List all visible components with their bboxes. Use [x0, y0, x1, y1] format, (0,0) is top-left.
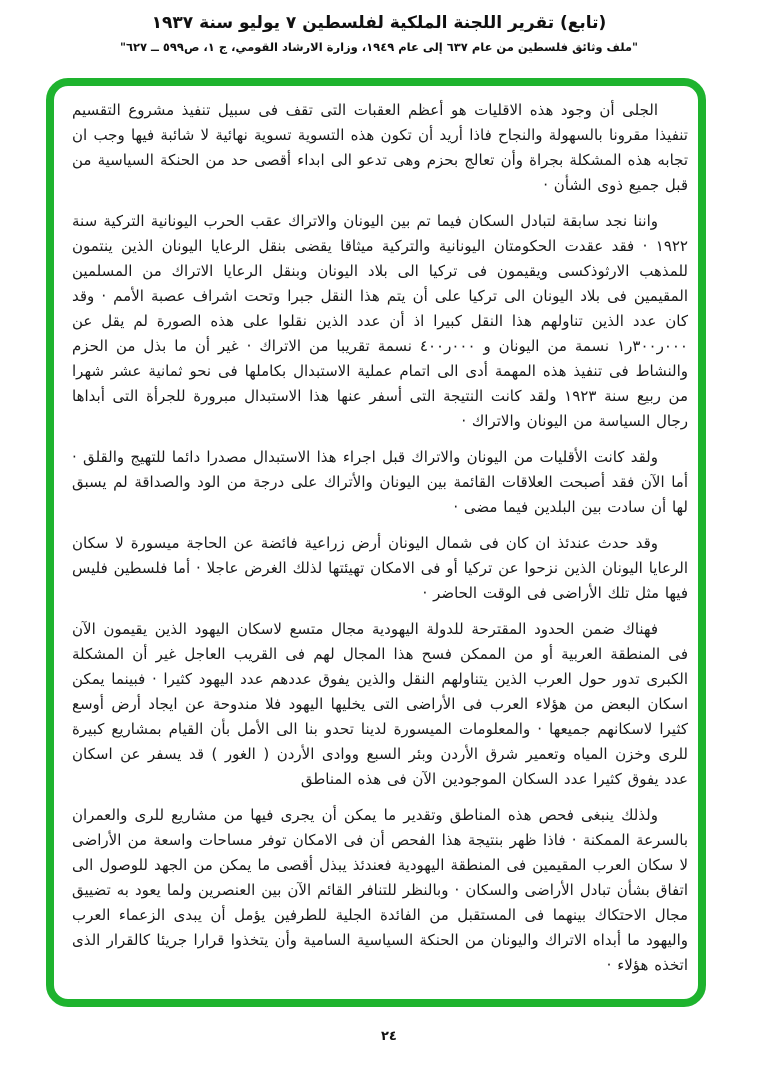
paragraph: الجلى أن وجود هذه الاقليات هو أعظم العقبات التى تقف فى سبيل تنفيذ مشروع التقسيم تنفيذا مقرونا بالسهولة والنجاح فاذا أريد أن تكون هذه التسوية تسوية نهائية لا شائبة فيها وجب ان تجابه هذه المشكلة بجراة وأن تعالج بحزم وهى تدعو الى ابداء أقصى حد من الحنكة السياسية من قبل جميع ذوى الشأن ·: [72, 101, 688, 194]
document-title: (تابع) تقرير اللجنة الملكية لفلسطين ٧ يوليو سنة ١٩٣٧: [151, 13, 607, 33]
document-body: [72, 98, 688, 978]
page-number: ٢٤: [381, 1029, 397, 1044]
source-citation: "ملف وثائق فلسطين من عام ٦٣٧ إلى عام ١٩٤٩، وزارة الارشاد القومي، ج ١، ص٥٩٩ ــ ٦٢٧": [119, 40, 639, 54]
paragraph: ولقد كانت الأقليات من اليونان والاتراك قبل اجراء هذا الاستبدال مصدرا دائما للتهيج والقلق · أما الآن فقد أصبحت العلاقات القائمة بين اليونان والأتراك على درجة من الود والصداقة لم يسبق لها أن سادت بين البلدين فيما مضى ·: [72, 448, 688, 516]
paragraph: فهناك ضمن الحدود المقترحة للدولة اليهودية مجال متسع لاسكان اليهود الذين يقيمون الآن فى المنطقة العربية أو من الممكن فسح هذا المجال لهم فى القريب العاجل غير أن المشكلة الكبرى تدور حول العرب الذين يتناولهم النقل والذين يفوق عددهم عدد اليهود كثيرا · فبينما يمكن اسكان البعض من هؤلاء العرب فى الأراضى التى يخليها اليهود فلا مندوحة عن ايجاد أرض أوسع كثيرا لاسكانهم جميعها · والمعلومات الميسورة لدينا تحدو بنا الى الأمل بأن القيام بمشاريع كبيرة للرى وخزن المياه وتعمير شرق الأردن وبئر السبع ووادى الأردن ( الغور ) قد يسفر عن اسكان عدد يفوق كثيرا عدد السكان الموجودين الآن فى هذه المناطق: [72, 620, 688, 788]
paragraph: وقد حدث عندئذ ان كان فى شمال اليونان أرض زراعية فائضة عن الحاجة ميسورة لا سكان الرعايا اليونان الذين نزحوا عن تركيا أو فى الامكان تهيئتها لذلك الغرض عاجلا · أما فلسطين فليس فيها مثل تلك الأراضى فى الوقت الحاضر ·: [72, 534, 688, 602]
paragraph: ولذلك ينبغى فحص هذه المناطق وتقدير ما يمكن أن يجرى فيها من مشاريع للرى والعمران بالسرعة الممكنة · فاذا ظهر بنتيجة هذا الفحص أن فى الامكان توفر مساحات واسعة من الأراضى لا سكان العرب المقيمين فى المنطقة اليهودية فعندئذ يبذل أقصى ما يمكن من الجهد للوصول الى اتفاق بشأن تبادل الأراضى والسكان · وبالنظر للتنافر القائم الآن بين العنصرين ولما يعود به تضييق مجال الاحتكاك بينهما فى المستقبل من الفائدة الجلية للطرفين يؤمل أن يبدى الزعماء العرب واليهود ما أبداه الاتراك واليونان من الحنكة السياسية السامية وأن يتخذوا قرارا جريئا كالقرار الذى اتخذه هؤلاء ·: [72, 806, 688, 974]
highlight-border-box: [46, 78, 706, 1007]
page-header: [0, 0, 758, 54]
paragraph: واننا نجد سابقة لتبادل السكان فيما تم بين اليونان والاتراك عقب الحرب اليونانية التركية سنة ١٩٢٢ · فقد عقدت الحكومتان اليونانية والتركية ميثاقا يقضى بنقل الرعايا اليونان الذين ينتمون للمذهب الارثوذكسى ويقيمون فى تركيا الى بلاد اليونان وبنقل الرعايا الاتراك من المسلمين المقيمين فى بلاد اليونان الى تركيا على أن يتم هذا النقل جبرا وتحت اشراف عصبة الأمم · وقد كان عدد الذين تناولهم هذا النقل كبيرا اذ أن عدد الذين نقلوا على هذه الصورة لم يقل عن ٠٠٠ر٣٠٠ر١ نسمة من اليونان و ٠٠٠ر٤٠٠ نسمة تقريبا من الاتراك · غير أن ما بذل من الحزم والنشاط فى تنفيذ هذه المهمة أدى الى اتمام عملية الاستبدال بكاملها فى نحو ثمانية عشر شهرا من ربيع سنة ١٩٢٣ ولقد كانت النتيجة التى أسفر عنها هذا الاستبدال مبرورة للجرأة التى أبداها رجال السياسة من اليونان والاتراك ·: [72, 212, 689, 430]
